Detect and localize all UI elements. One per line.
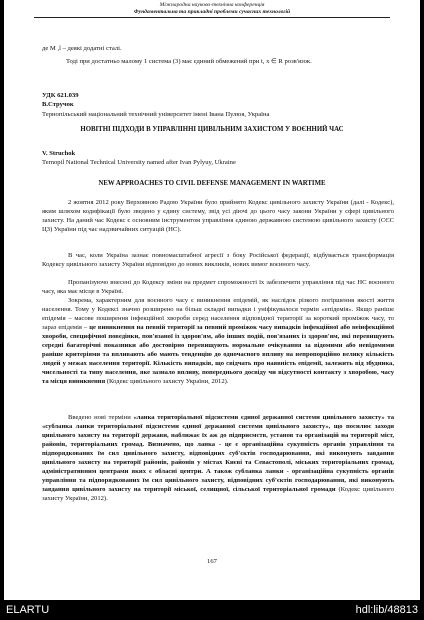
paragraph-2: В час, коли Україна зазнає повномасштабної агресії з боку Російської федерації, відбувається трансформація Кодексу цивільного захисту України відповідно до нових викликів, нових вимог воєнного часу. [42,252,394,268]
author-ua: В.Стручок [42,101,74,108]
paragraph-5-definition: «ланка територіальної підсистеми єдиної державної системи цивільного захисту» та «субланка ланки територіальної підсистеми єдиної державної системи цивільного захисту», що посилює заходи цивільного захисту на території держави, наближає їх аж до підприємств, установ та організацій на території міст, районів, територіальних громад. Визначено, що ланка - це є організаційна сукупність органів управління та підпорядкованих їм сил цивільного захисту, відповідних суб'єктів господарювання, які виконують завдання цивільного захисту на території районів, районів у містах Києві та Севастополі, міських територіальних громад, адміністративним центрами яких є обласні центри. А також субланка ланки - організаційна сукупність органів управління та підпорядкованих їм сил цивільного захисту, відповідних суб'єктів господарювання, які виконують завдання цивільного захисту на території міської, селищної, сільської територіальної громади [42,414,395,493]
paragraph-5 [42,413,394,503]
conference-subheader: Фундаментальна та прикладні проблеми сучасних технологій [133,9,291,15]
paragraph-4-source: (Кодекс цивільного захисту України, 2012). [105,378,229,385]
intro-line-1: де M ,l – деякі додатні сталі. [42,45,122,52]
footer-handle: hdl:lib/48813 [355,604,418,616]
paragraph-5-lead: Введено нові терміни [68,414,134,421]
title-en: NEW APPROACHES TO CIVIL DEFENSE MANAGEMENT IN WARTIME [98,180,326,187]
paragraph-4-lead: Зокрема, характерним для воєнного часу є виникнення епідемій, як наслідок різкого погіршення якості життя населення. Тому у Кодексі значно розширено на більш складні випадки і уніфікувалося термін «епідемія». Якщо раніше епідемія – масове поширення інфекційної хвороби серед населення відповідної території за короткий проміжок часу, то зараз епідемія – [42,297,394,331]
paragraph-3: Пропанізуючо внесені до Кодексу зміни на предмет спроможності їх забезпечити управління під час НС воєнного часу, яка має місце в Україні. [42,279,394,295]
paragraph-5-source: (Кодекс цивільного захисту України, 2012). [42,486,394,502]
affiliation-ua: Тернопільський національний технічний університет імені Івана Пулюя, Україна [42,111,270,118]
conference-header: Міжнародна науково-технічна конференція [159,2,265,8]
paragraph-4-definition: це виникнення на певній території за певний проміжок часу випадків інфекційної або неінфекційної хвороби, специфічної поведінки, пов'язаної із здоров'ям, або інших подій, пов'язаних із здоров'ям, які перевищують середні багаторічні показники або достовірно перевищують нормальне очікування за відомими або невідомими раніше критеріями та впливають або мають тенденцію до одночасного впливу на непропорційно велику кількість людей у межах населення території. Кількість випадків, що свідчать про наявність епідемії, залежить від збудника, чисельності та типу населення, яке зазнало впливу, попереднього досвіду чи відсутності контакту з хворобою, часу та місця виникнення [42,324,394,385]
paragraph-1: 2 жовтня 2012 року Верховною Радою України було прийнято Кодекс цивільного захисту України (далі - Кодекс), яким шляхом кодифікації було зведено у єдину систему, звід усі діючі до цього часу закони України у сфері цивільного захисту. На даний час Кодекс є основним інструментом управління єдиною державною системою цивільного захисту (СЄС ЦЗ) України під час надзвичайних ситуацій (НС). [42,199,394,233]
page-number: 167 [207,558,217,565]
udk-code: УДК 621.039 [42,92,79,99]
affiliation-en: Ternopil National Technical University named after Ivan Pylyuy, Ukraine [42,159,236,166]
header-divider [34,17,390,18]
title-ua: НОВІТНІ ПІДХОДИ В УПРАВЛІННІ ЦИВІЛЬНИМ ЗАХИСТОМ У ВОЄННИЙ ЧАС [80,126,344,133]
intro-line-2: Тоді при достатньо малому 1 система (3) має єдиний обмежений при t, x ∈ R розв'язок. [66,58,312,65]
document-page [4,0,420,600]
footer-repository-name: ELARTU [6,604,50,616]
author-en: V. Struchok [42,150,76,157]
paragraph-4 [42,296,394,386]
